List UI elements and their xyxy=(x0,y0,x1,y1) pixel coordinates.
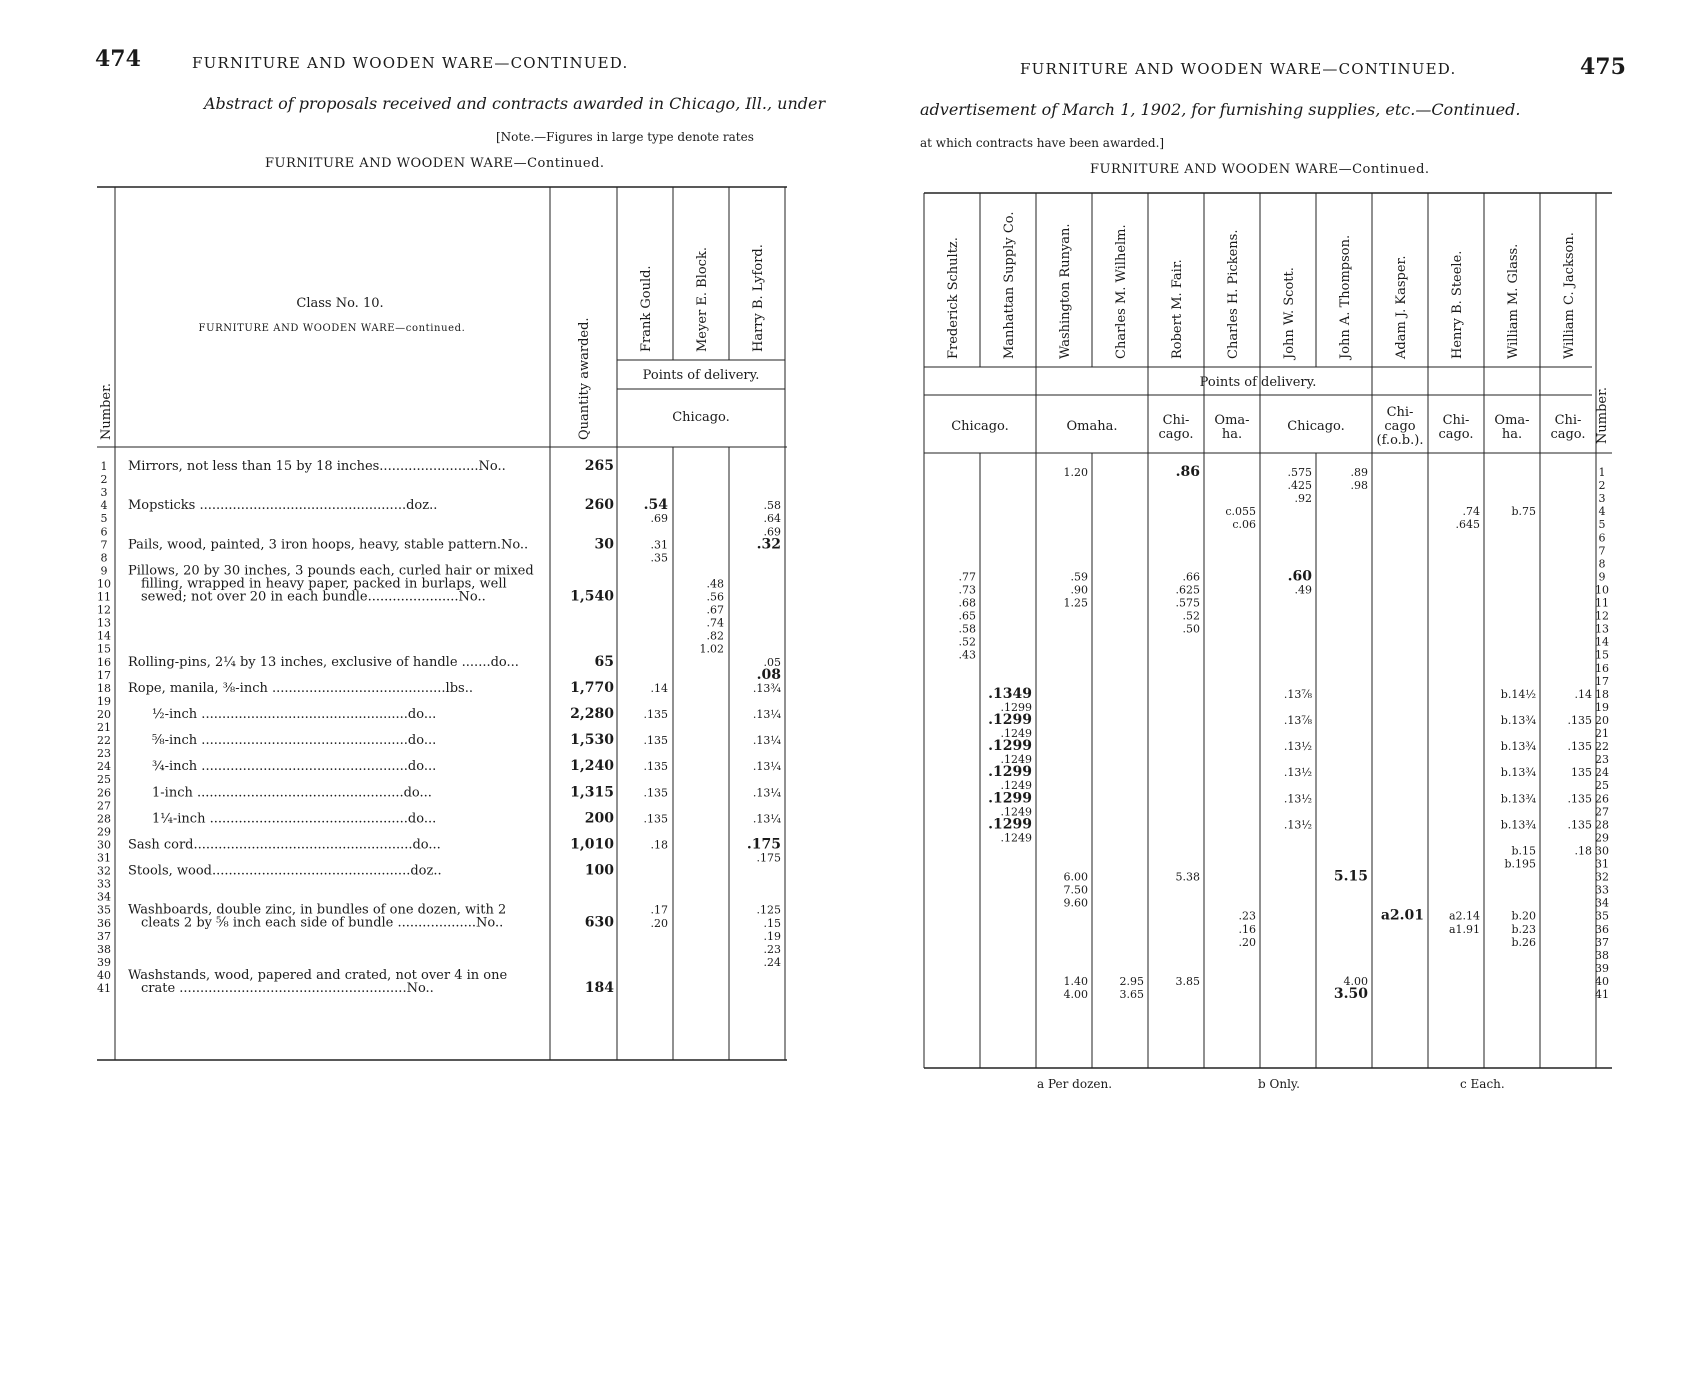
right-bid-value: b.15 xyxy=(1511,844,1536,858)
right-bidder-name: Washington Runyan. xyxy=(1058,223,1073,359)
left-running-head: FURNITURE AND WOODEN WARE—CONTINUED. xyxy=(192,54,629,72)
right-bid-value: .1249 xyxy=(1000,779,1032,793)
delivery-point: cago. xyxy=(1550,427,1586,442)
delivery-point: cago. xyxy=(1158,427,1194,442)
right-bid-value: .13½ xyxy=(1283,740,1312,754)
item-description: Sash cord.....................................................do... xyxy=(128,837,441,853)
right-row-number: 36 xyxy=(1595,922,1609,936)
quantity-awarded: 2,280 xyxy=(570,705,614,722)
right-bid-value: b.195 xyxy=(1504,857,1536,871)
right-bid-value: 1.20 xyxy=(1063,466,1088,479)
bid-value-lyford: .69 xyxy=(763,525,781,539)
left-row-number: 25 xyxy=(97,773,111,787)
footnote-a: a Per dozen. xyxy=(1037,1077,1113,1091)
right-bid-value: .625 xyxy=(1175,583,1200,597)
right-section-head: FURNITURE AND WOODEN WARE—Continued. xyxy=(1090,162,1430,177)
bid-value-gould: .18 xyxy=(650,838,668,852)
footnote-b: b Only. xyxy=(1258,1077,1300,1091)
bid-value-lyford: .125 xyxy=(756,903,781,917)
right-row-number: 41 xyxy=(1595,988,1609,1001)
left-row-number: 22 xyxy=(97,734,111,748)
bid-value-lyford: .08 xyxy=(756,666,781,683)
left-row-number: 1 xyxy=(100,460,108,473)
left-row-number: 29 xyxy=(97,825,111,839)
item-description: Mirrors, not less than 15 by 18 inches........................No.. xyxy=(128,459,506,474)
right-bid-value: c.06 xyxy=(1232,518,1256,532)
right-bid-value: .52 xyxy=(958,635,976,649)
bid-value-lyford: .24 xyxy=(763,955,781,969)
right-bid-value: 1.25 xyxy=(1063,596,1088,610)
item-description: Stools, wood................................................doz.. xyxy=(128,863,442,879)
left-row-number: 15 xyxy=(97,642,111,656)
right-row-number: 38 xyxy=(1595,948,1609,962)
bid-value-lyford: .13¼ xyxy=(752,760,781,774)
right-row-number: 4 xyxy=(1598,505,1606,519)
left-row-number: 35 xyxy=(97,903,111,917)
left-row-number: 39 xyxy=(97,955,111,969)
left-row-number: 17 xyxy=(97,668,111,682)
bidder-meyer-block: Meyer E. Block. xyxy=(695,247,710,352)
right-bid-value: .575 xyxy=(1287,466,1312,479)
left-row-number: 26 xyxy=(97,786,111,800)
quantity-awarded: 1,010 xyxy=(570,836,614,853)
bid-value-block: .67 xyxy=(706,603,724,617)
item-description: Washboards, double zinc, in bundles of one dozen, with 2 xyxy=(128,902,507,918)
left-row-number: 13 xyxy=(97,616,111,630)
right-bid-value: .20 xyxy=(1238,935,1256,949)
right-bidder-name: Charles H. Pickens. xyxy=(1226,229,1241,359)
bid-value-lyford: .58 xyxy=(763,499,781,513)
right-bid-value: .135 xyxy=(1567,818,1592,832)
right-bid-value: a2.14 xyxy=(1448,909,1480,923)
right-bid-value: .1249 xyxy=(1000,831,1032,845)
right-col-number: Number. xyxy=(1595,386,1610,444)
right-bidder-name: Charles M. Wilhelm. xyxy=(1114,224,1129,359)
bid-value-lyford: .23 xyxy=(763,942,781,956)
left-table xyxy=(97,187,787,1060)
item-description: ¾-inch ..................................................do... xyxy=(152,759,437,775)
quantity-awarded: 1,530 xyxy=(570,732,614,749)
item-description: Pails, wood, painted, 3 iron hoops, heavy, stable pattern.No.. xyxy=(128,537,529,553)
left-row-number: 40 xyxy=(97,968,111,982)
right-bid-value: .50 xyxy=(1182,622,1200,636)
bid-value-gould: .17 xyxy=(650,903,668,917)
right-row-number: 20 xyxy=(1595,713,1609,727)
right-bid-value: .1299 xyxy=(988,816,1032,833)
bid-value-block: .48 xyxy=(706,577,724,591)
bid-value-gould: .20 xyxy=(650,916,668,930)
quantity-awarded: 65 xyxy=(594,653,614,670)
item-description: ⅝-inch ..................................................do... xyxy=(152,733,437,749)
right-bid-value: .575 xyxy=(1175,596,1200,610)
right-row-number: 2 xyxy=(1598,479,1606,493)
bidder-frank-gould: Frank Gould. xyxy=(639,265,654,352)
right-bid-value: .1299 xyxy=(988,790,1032,807)
right-row-number: 27 xyxy=(1595,805,1609,819)
right-points-label: Points of delivery. xyxy=(1199,375,1317,390)
right-row-number: 28 xyxy=(1595,818,1609,832)
quantity-awarded: 1,315 xyxy=(570,784,614,801)
right-bid-value: 6.00 xyxy=(1063,870,1088,884)
item-description: Pillows, 20 by 30 inches, 3 pounds each, curled hair or mixed xyxy=(128,563,534,579)
right-bid-value: .135 xyxy=(1567,713,1592,727)
right-bid-value: .65 xyxy=(958,609,976,623)
quantity-awarded: 1,240 xyxy=(570,758,614,775)
bid-value-gould: .135 xyxy=(643,812,668,826)
right-bid-value: .1249 xyxy=(1000,805,1032,819)
item-description: Mopsticks ..................................................doz.. xyxy=(128,498,438,514)
delivery-point: Chi- xyxy=(1442,413,1470,428)
right-row-number: 37 xyxy=(1595,935,1609,949)
bid-value-lyford: .19 xyxy=(763,929,781,943)
left-row-number: 34 xyxy=(97,890,111,904)
bid-value-lyford: .13¼ xyxy=(752,707,781,721)
right-row-number: 30 xyxy=(1595,844,1609,858)
right-abstract-cont: advertisement of March 1, 1902, for furnishing supplies, etc.—Continued. xyxy=(920,100,1521,119)
item-description: Washstands, wood, papered and crated, not over 4 in one xyxy=(128,967,508,983)
right-row-number: 19 xyxy=(1595,700,1609,714)
delivery-point: ha. xyxy=(1221,427,1243,442)
right-bid-value: b.13¾ xyxy=(1500,818,1536,832)
right-row-number: 1 xyxy=(1598,466,1606,479)
right-row-number: 26 xyxy=(1595,792,1609,806)
right-running-head: FURNITURE AND WOODEN WARE—CONTINUED. xyxy=(1020,60,1457,78)
right-bid-value: 1.40 xyxy=(1063,974,1088,988)
left-page-number: 474 xyxy=(95,46,141,72)
right-bid-value: 9.60 xyxy=(1063,896,1088,910)
bid-value-lyford: .13¼ xyxy=(752,734,781,748)
right-row-number: 13 xyxy=(1595,622,1609,636)
bid-value-lyford: .05 xyxy=(763,655,781,669)
right-bid-value: b.13¾ xyxy=(1500,792,1536,806)
right-bid-value: .1299 xyxy=(988,738,1032,755)
delivery-point: Omaha. xyxy=(1066,419,1118,434)
delivery-point: cago. xyxy=(1438,427,1474,442)
left-row-number: 10 xyxy=(97,577,111,591)
right-bidder-name: Henry B. Steele. xyxy=(1450,250,1465,359)
bid-value-gould: .135 xyxy=(643,707,668,721)
bid-value-lyford: .13¾ xyxy=(752,681,781,695)
right-bidder-name: John W. Scott. xyxy=(1282,267,1297,359)
left-row-number: 4 xyxy=(100,499,108,513)
right-bid-value: 4.00 xyxy=(1343,974,1368,988)
left-row-number: 7 xyxy=(100,538,108,552)
right-bid-value: b.13¾ xyxy=(1500,713,1536,727)
bid-value-block: .82 xyxy=(706,629,724,643)
right-bid-value: .13½ xyxy=(1283,792,1312,806)
bid-value-gould: .135 xyxy=(643,734,668,748)
quantity-awarded: 265 xyxy=(584,458,614,474)
quantity-awarded: 1,770 xyxy=(570,679,614,696)
right-bid-value: a1.91 xyxy=(1448,922,1480,936)
quantity-awarded: 100 xyxy=(584,862,614,879)
right-bid-value: b.26 xyxy=(1511,935,1536,949)
right-row-number: 32 xyxy=(1595,870,1609,884)
right-row-number: 9 xyxy=(1598,570,1606,584)
right-bid-value: .1349 xyxy=(988,685,1032,702)
right-bid-value: 5.15 xyxy=(1333,868,1368,885)
right-bidder-name: John A. Thompson. xyxy=(1338,234,1353,359)
right-row-number: 16 xyxy=(1595,661,1609,675)
right-bid-value: .43 xyxy=(958,648,976,662)
right-bid-value: a2.01 xyxy=(1380,907,1424,924)
right-bid-value: 7.50 xyxy=(1063,883,1088,897)
right-bid-value: .89 xyxy=(1350,466,1368,479)
right-bid-value: b.13¾ xyxy=(1500,766,1536,780)
right-bid-value: .66 xyxy=(1182,570,1200,584)
right-bid-value: 4.00 xyxy=(1063,988,1088,1001)
right-bid-value: 3.65 xyxy=(1119,988,1144,1001)
bid-value-gould: .69 xyxy=(650,512,668,526)
right-row-number: 12 xyxy=(1595,609,1609,623)
bid-value-gould: .14 xyxy=(650,681,668,695)
right-row-number: 6 xyxy=(1598,531,1606,545)
right-bid-value: .425 xyxy=(1287,479,1312,493)
right-bid-value: c.055 xyxy=(1225,505,1256,519)
left-row-number: 41 xyxy=(97,982,111,995)
right-row-number: 40 xyxy=(1595,974,1609,988)
right-bid-value: .77 xyxy=(958,570,976,584)
right-row-number: 7 xyxy=(1598,544,1606,558)
right-bid-value: b.13¾ xyxy=(1500,740,1536,754)
left-row-number: 23 xyxy=(97,747,111,761)
left-row-number: 6 xyxy=(100,525,108,539)
right-bid-value: .52 xyxy=(1182,609,1200,623)
right-bid-value: .74 xyxy=(1462,505,1480,519)
item-description: Rolling-pins, 2¼ by 13 inches, exclusive of handle .......do... xyxy=(128,654,519,670)
right-row-number: 25 xyxy=(1595,779,1609,793)
bid-value-lyford: .175 xyxy=(756,851,781,865)
right-row-number: 17 xyxy=(1595,674,1609,688)
delivery-point: Chicago. xyxy=(1287,419,1345,434)
right-row-number: 11 xyxy=(1595,596,1609,610)
left-row-number: 3 xyxy=(100,486,108,500)
right-table xyxy=(924,193,1612,1091)
delivery-point: (f.o.b.). xyxy=(1376,433,1424,448)
bid-value-block: .56 xyxy=(706,590,724,604)
item-description: 1¼-inch ................................................do... xyxy=(152,811,437,827)
left-points-label: Points of delivery. xyxy=(642,368,760,383)
right-bid-value: .13½ xyxy=(1283,766,1312,780)
left-row-number: 20 xyxy=(97,707,111,721)
right-bid-value: .1249 xyxy=(1000,727,1032,740)
left-row-number: 2 xyxy=(100,473,108,487)
bid-value-lyford: .15 xyxy=(763,916,781,930)
quantity-awarded: 184 xyxy=(584,979,614,996)
delivery-point: Oma- xyxy=(1214,413,1250,428)
item-description: cleats 2 by ⅝ inch each side of bundle ...................No.. xyxy=(141,915,504,931)
left-row-number: 8 xyxy=(100,551,108,565)
delivery-point: Oma- xyxy=(1494,413,1530,428)
right-bid-value: .86 xyxy=(1175,464,1200,480)
bid-value-block: 1.02 xyxy=(699,642,724,656)
left-row-number: 31 xyxy=(97,851,111,865)
quantity-awarded: 200 xyxy=(584,810,614,827)
bid-value-lyford: .13¼ xyxy=(752,812,781,826)
right-bid-value: .645 xyxy=(1455,518,1480,532)
class-subtitle: FURNITURE AND WOODEN WARE—continued. xyxy=(198,323,466,334)
left-row-number: 9 xyxy=(100,564,108,578)
left-row-number: 12 xyxy=(97,603,111,617)
right-bid-value: b.23 xyxy=(1511,922,1536,936)
bid-value-block: .74 xyxy=(706,616,724,630)
left-row-number: 28 xyxy=(97,812,111,826)
right-row-number: 33 xyxy=(1595,883,1609,897)
right-row-number: 21 xyxy=(1595,727,1609,740)
right-bidder-name: William C. Jackson. xyxy=(1562,232,1577,359)
delivery-point: Chi- xyxy=(1554,413,1582,428)
right-bid-value: .1299 xyxy=(988,711,1032,728)
bid-value-lyford: .13¼ xyxy=(752,786,781,800)
right-row-number: 18 xyxy=(1595,687,1609,701)
right-row-number: 15 xyxy=(1595,648,1609,662)
right-bid-value: 3.85 xyxy=(1175,974,1200,988)
bid-value-lyford: .32 xyxy=(756,536,781,553)
left-row-number: 5 xyxy=(100,512,108,526)
right-bidder-name: Manhattan Supply Co. xyxy=(1002,211,1017,359)
right-bid-value: b.14½ xyxy=(1500,687,1536,701)
right-row-number: 24 xyxy=(1595,766,1609,780)
right-bid-value: .23 xyxy=(1238,909,1256,923)
right-bidder-name: Robert M. Fair. xyxy=(1170,259,1185,359)
bid-value-gould: .35 xyxy=(650,551,668,565)
right-bidder-name: William M. Glass. xyxy=(1506,243,1521,359)
left-delivery: Chicago. xyxy=(672,410,730,425)
right-bid-value: .68 xyxy=(958,596,976,610)
left-row-number: 32 xyxy=(97,864,111,878)
left-row-number: 16 xyxy=(97,655,111,669)
item-description: crate .......................................................No.. xyxy=(141,980,434,996)
delivery-point: Chicago. xyxy=(951,419,1009,434)
right-page-number: 475 xyxy=(1580,54,1626,80)
bid-value-gould: .135 xyxy=(643,760,668,774)
right-bid-value: .135 xyxy=(1567,740,1592,754)
right-bid-value: .14 xyxy=(1574,687,1592,701)
right-row-number: 34 xyxy=(1595,896,1609,910)
bid-value-lyford: .175 xyxy=(746,836,781,853)
quantity-awarded: 30 xyxy=(594,536,614,553)
item-description: 1-inch ..................................................do... xyxy=(152,785,432,801)
delivery-point: ha. xyxy=(1501,427,1523,442)
right-bid-value: .49 xyxy=(1294,583,1312,597)
right-bid-value: .13⅞ xyxy=(1283,713,1312,727)
bid-value-gould: .31 xyxy=(650,538,668,552)
right-row-number: 5 xyxy=(1598,518,1606,532)
right-bid-value: .73 xyxy=(958,583,976,597)
left-row-number: 21 xyxy=(97,721,111,734)
right-bid-value: .1299 xyxy=(988,764,1032,781)
right-bid-value: 5.38 xyxy=(1175,870,1200,884)
right-row-number: 35 xyxy=(1595,909,1609,923)
right-row-number: 10 xyxy=(1595,583,1609,597)
left-row-number: 38 xyxy=(97,942,111,956)
right-row-number: 31 xyxy=(1595,857,1609,871)
right-bid-value: b.20 xyxy=(1511,909,1536,923)
delivery-point: cago xyxy=(1384,419,1416,434)
right-row-number: 3 xyxy=(1598,492,1606,506)
right-note-cont: at which contracts have been awarded.] xyxy=(920,136,1165,150)
right-bidder-name: Frederick Schultz. xyxy=(946,237,961,359)
item-description: sewed; not over 20 in each bundle......................No.. xyxy=(141,589,486,605)
right-bid-value: .18 xyxy=(1574,844,1592,858)
bid-value-gould: .54 xyxy=(643,497,668,514)
right-row-number: 39 xyxy=(1595,961,1609,975)
item-description: ½-inch ..................................................do... xyxy=(152,706,437,722)
left-abstract-title: Abstract of proposals received and contracts awarded in Chicago, Ill., under xyxy=(204,94,826,113)
delivery-point: Chi- xyxy=(1386,405,1414,420)
quantity-awarded: 1,540 xyxy=(570,588,614,605)
right-bid-value: b.75 xyxy=(1511,505,1536,519)
right-bid-value: .58 xyxy=(958,622,976,636)
right-row-number: 23 xyxy=(1595,753,1609,767)
left-row-number: 27 xyxy=(97,799,111,813)
item-description: filling, wrapped in heavy paper, packed in burlaps, well xyxy=(141,576,507,592)
left-row-number: 37 xyxy=(97,929,111,943)
class-title: Class No. 10. xyxy=(296,296,384,311)
left-row-number: 19 xyxy=(97,694,111,708)
left-col-quantity: Quantity awarded. xyxy=(577,317,592,440)
left-row-number: 36 xyxy=(97,916,111,930)
quantity-awarded: 260 xyxy=(584,497,614,514)
right-bid-value: .90 xyxy=(1070,583,1088,597)
left-section-head: FURNITURE AND WOODEN WARE—Continued. xyxy=(265,156,605,171)
left-row-number: 30 xyxy=(97,838,111,852)
delivery-point: Chi- xyxy=(1162,413,1190,428)
right-bid-value: .92 xyxy=(1294,492,1312,506)
right-row-number: 22 xyxy=(1595,740,1609,754)
left-col-number: Number. xyxy=(99,382,114,440)
item-description: Rope, manila, ⅜-inch ..........................................lbs.. xyxy=(128,680,473,696)
right-row-number: 8 xyxy=(1598,557,1606,571)
left-row-number: 33 xyxy=(97,877,111,891)
right-bidder-name: Adam J. Kasper. xyxy=(1394,255,1409,359)
right-bid-value: .98 xyxy=(1350,479,1368,493)
right-bid-value: 3.50 xyxy=(1333,986,1368,1002)
left-note: [Note.—Figures in large type denote rates xyxy=(496,130,754,144)
right-bid-value: 2.95 xyxy=(1119,974,1144,988)
right-bid-value: .13⅞ xyxy=(1283,687,1312,701)
right-bid-value: .16 xyxy=(1238,922,1256,936)
left-row-number: 11 xyxy=(97,590,111,604)
bidder-harry-lyford: Harry B. Lyford. xyxy=(751,244,766,352)
right-bid-value: .135 xyxy=(1567,792,1592,806)
bid-value-gould: .135 xyxy=(643,786,668,800)
right-bid-value: .60 xyxy=(1287,568,1312,585)
right-row-number: 14 xyxy=(1595,635,1609,649)
right-bid-value: .13½ xyxy=(1283,818,1312,832)
right-row-number: 29 xyxy=(1595,831,1609,845)
bid-value-lyford: .64 xyxy=(763,512,781,526)
left-row-number: 24 xyxy=(97,760,111,774)
footnote-c: c Each. xyxy=(1460,1077,1505,1091)
right-bid-value: .1299 xyxy=(1000,700,1032,714)
quantity-awarded: 630 xyxy=(584,914,614,931)
right-bid-value: 135 xyxy=(1571,766,1592,780)
left-row-number: 18 xyxy=(97,681,111,695)
right-bid-value: .59 xyxy=(1070,570,1088,584)
left-row-number: 14 xyxy=(97,629,111,643)
right-bid-value: .1249 xyxy=(1000,753,1032,767)
